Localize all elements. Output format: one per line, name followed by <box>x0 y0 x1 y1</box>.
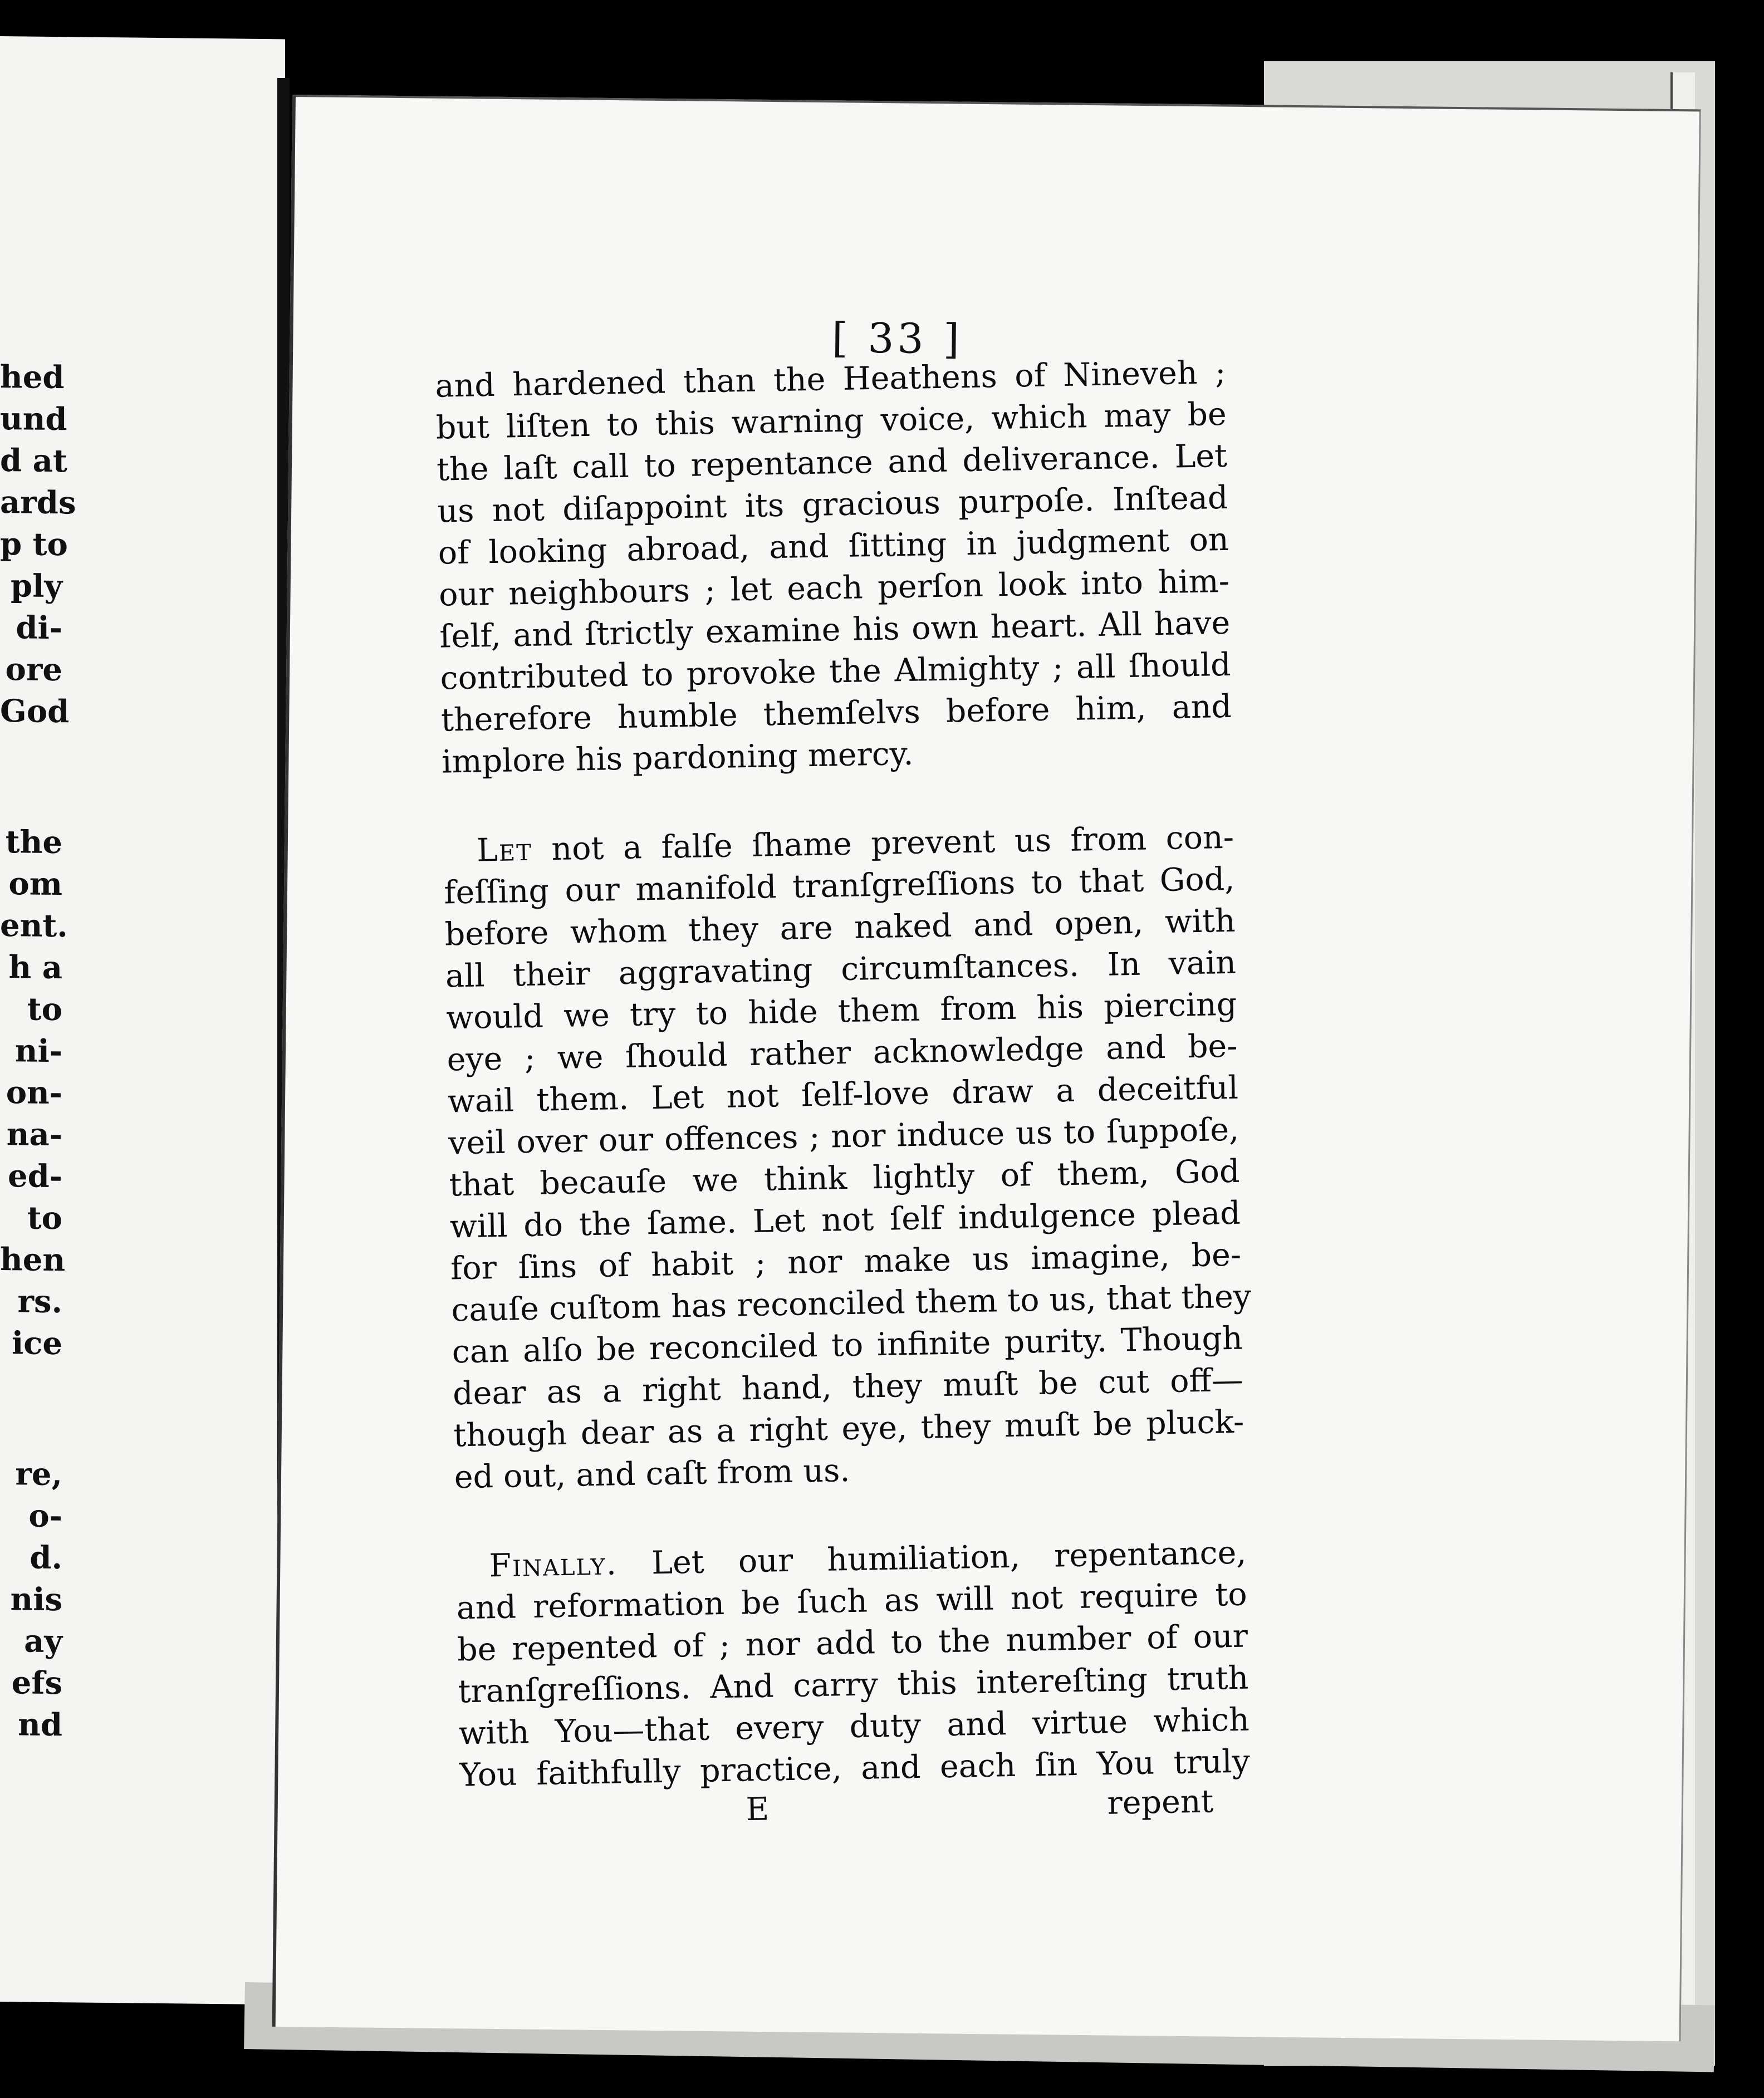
text-line: but liſten to this warning voice, which may be <box>435 395 1227 447</box>
left-page-fragment: rs. <box>17 1283 62 1321</box>
text-line: cauſe cuſtom has reconciled them to us, that they <box>450 1278 1252 1329</box>
left-page-fragment: ent. <box>0 907 68 945</box>
text-line: and hardened than the Heathens of Nineveh ; <box>434 354 1226 405</box>
left-page-fragment: d at <box>0 442 67 480</box>
paragraph-1 <box>435 352 1233 783</box>
left-page-fragment: hed <box>0 359 65 396</box>
left-page-fragment: o- <box>28 1497 62 1535</box>
body-text <box>435 352 1251 1796</box>
text-line-rest: Let our humiliation, repentance, <box>617 1534 1247 1582</box>
text-line: us not diſappoint its gracious purpoſe. Inſtead <box>437 479 1228 530</box>
left-page-fragment: efs <box>11 1664 62 1702</box>
left-page-fragment <box>0 732 62 822</box>
signature-mark: E <box>745 1791 770 1829</box>
text-line: with You—that every duty and virtue which <box>458 1701 1250 1752</box>
left-page-fragment: nis <box>10 1581 62 1619</box>
text-line: the laſt call to repentance and deliverance. Let <box>436 437 1228 488</box>
text-line: You faithfully practice, and each ſin You truly <box>459 1743 1251 1794</box>
text-line: therefore humble themſelvs before him, and <box>440 688 1232 739</box>
page-number: [ 33 ] <box>831 314 963 364</box>
left-page-fragment: om <box>8 865 62 903</box>
left-page-fragment: hen <box>0 1241 66 1279</box>
text-line: eye ; we ſhould rather acknowledge and be- <box>447 1027 1238 1079</box>
text-line: contributed to provoke the Almighty ; all ſhould <box>440 646 1232 697</box>
text-line: of looking abroad, and ſitting in judgment on <box>438 521 1229 572</box>
text-line: dear as a right hand, they muſt be cut off— <box>452 1361 1244 1413</box>
left-page-fragment: God <box>0 693 70 731</box>
left-page-fragment: ore <box>5 651 62 689</box>
main-page <box>272 95 1701 2041</box>
catchword: repent <box>1106 1783 1214 1822</box>
text-line: all their aggravating circumſtances. In vain <box>445 944 1237 995</box>
text-line: before whom they are naked and open, with <box>444 902 1236 953</box>
text-line: implore his pardoning mercy. <box>441 735 914 781</box>
text-line: for ſins of habit ; nor make us imagine, be- <box>450 1236 1242 1287</box>
text-line: our neighbours ; let each perſon look into him- <box>438 562 1230 614</box>
left-page-fragment: na- <box>6 1116 62 1154</box>
text-line: feſſing our manifold tranſgreſſions to that God, <box>443 860 1235 911</box>
text-line: wail them. Let not ſelf-love draw a deceitful <box>447 1069 1239 1120</box>
text-line: that becauſe we think lightly of them, God <box>449 1153 1240 1204</box>
text-line: veil over our offences ; nor induce us to ſuppoſe, <box>448 1111 1239 1162</box>
left-page-fragment: ice <box>12 1325 62 1362</box>
text-line: tranſgreſſions. And carry this intereſting truth <box>457 1659 1249 1710</box>
left-page-text-fragments <box>0 356 76 1746</box>
left-page-fragment: di- <box>16 609 62 647</box>
left-page-fragment: ply <box>11 567 62 605</box>
text-line: ſelf, and ſtrictly examine his own heart. All have <box>439 604 1231 655</box>
left-page-fragment: to <box>27 1199 62 1237</box>
text-line-rest: not a falſe ſhame prevent us from con- <box>532 818 1234 868</box>
paragraph-2 <box>443 817 1252 1499</box>
paragraph-3 <box>455 1532 1251 1797</box>
left-page-fragment: ay <box>24 1622 62 1660</box>
text-line: be repented of ; nor add to the number of our <box>457 1617 1248 1669</box>
left-page-fragment: d. <box>30 1539 62 1577</box>
left-page-fragment: to <box>27 991 62 1028</box>
paragraph-lead-word: Let <box>476 831 533 869</box>
left-page-fragment: nd <box>18 1706 62 1744</box>
left-page-fragment: p to <box>0 526 68 563</box>
text-line: would we try to hide them from his piercing <box>445 986 1237 1037</box>
left-page <box>0 36 285 2004</box>
left-page-fragment <box>0 1364 62 1454</box>
text-line: though dear as a right eye, they muſt be pluck- <box>453 1403 1244 1454</box>
left-page-fragment: ed- <box>7 1158 62 1195</box>
text-line: will do the ſame. Let not ſelf indulgence plead <box>449 1194 1241 1246</box>
left-page-fragment: und <box>0 400 67 438</box>
text-line: and reformation be ſuch as will not require to <box>456 1576 1248 1627</box>
left-page-fragment: ards <box>0 484 76 522</box>
left-page-fragment: ni- <box>14 1032 62 1070</box>
paragraph-lead-word: Finally. <box>488 1545 618 1585</box>
left-page-fragment: the <box>5 823 62 861</box>
left-page-fragment: h a <box>8 949 62 987</box>
text-line: ed out, and caſt from us. <box>454 1452 850 1496</box>
left-page-fragment: re, <box>15 1455 62 1493</box>
left-page-fragment: on- <box>6 1074 62 1112</box>
text-line: can alſo be reconciled to infinite purity. Though <box>452 1320 1243 1371</box>
